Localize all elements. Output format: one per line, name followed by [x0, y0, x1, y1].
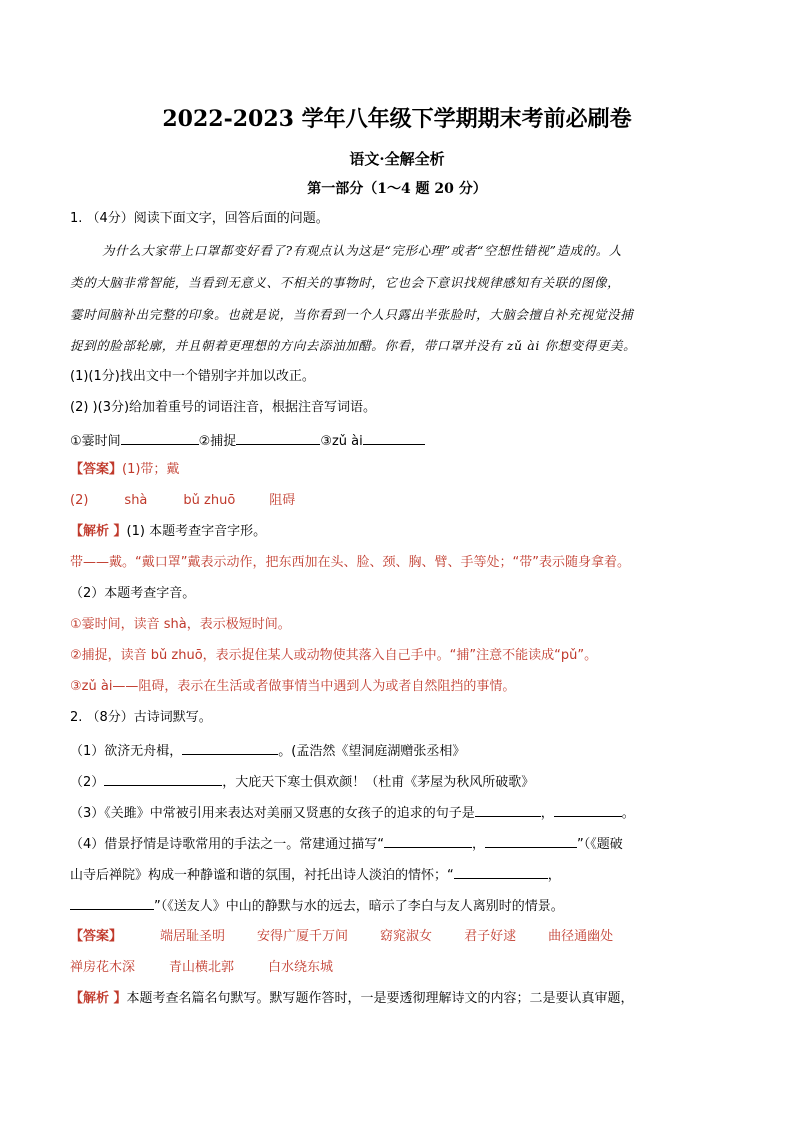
- q2-item4-line2: 山寺后禅院》构成一种静谧和谐的氛围，衬托出诗人淡泊的情怀；“ ，: [70, 864, 561, 885]
- q1-sub2: (2) )(3分)给加着重号的词语注音，根据注音写词语。: [70, 400, 377, 415]
- q1-sub1: (1)(1分)找出文中一个错别字并加以改正。: [70, 369, 315, 384]
- q1-passage-line-4: 捉到的脸部轮廓，并且朝着更理想的方向去添油加醋。你看，带口罩并没有 zǔ ài 你想变得更美。: [70, 338, 637, 353]
- blank2-line[interactable]: [236, 430, 320, 445]
- q2-item2: [70, 771, 534, 792]
- q2-answer-8: 白水绕东城: [268, 960, 334, 975]
- q2-answer-3: 窈窕淑女: [380, 929, 433, 944]
- blank1-line[interactable]: [121, 430, 199, 445]
- q1-answer2-c: 阻碍: [269, 493, 296, 508]
- q2-item4-blank2[interactable]: [485, 833, 577, 848]
- q2-item2-blank[interactable]: [104, 771, 222, 786]
- q1-analysis-row1: [70, 523, 266, 541]
- q2-item1-text-a: （1）欲济无舟楫，: [70, 744, 183, 759]
- q2-item1-text-b: 。(孟浩然《望洞庭湖赠张丞相》: [278, 744, 466, 759]
- q2-answer-row1: [70, 928, 613, 946]
- q2-item3-blank2[interactable]: [554, 802, 622, 817]
- q2-analysis-row: [70, 990, 634, 1008]
- blank3-label: ③zǔ ài: [320, 434, 363, 449]
- q2-item3-text-b: ，: [540, 806, 554, 821]
- q1-answer2-row: [70, 492, 295, 510]
- q2-answer-2: 安得广厦千万间: [257, 929, 349, 944]
- q1-passage-line-1: 为什么大家带上口罩都变好看了?有观点认为这是“完形心理”或者“空想性错视”造成的。人: [102, 243, 622, 258]
- q2-item3-text-a: （3）《关雎》中常被引用来表达对美丽又贤惠的女孩子的追求的句子是: [70, 806, 475, 821]
- section-heading: 第一部分（1～4 题 20 分）: [307, 181, 487, 197]
- q2-item1: [70, 740, 465, 761]
- q1-analysis1: (1) 本题考查字音字形。: [126, 524, 267, 539]
- page-subtitle: 语文·全解全析: [349, 150, 445, 168]
- q1-answer-row: [70, 461, 179, 479]
- q1-analysis-tag: 【解析 】: [70, 524, 127, 539]
- q2-item3-blank1[interactable]: [475, 802, 541, 817]
- q1-analysis2: 带——戴。“戴口罩”戴表示动作，把东西加在头、脸、颈、胸、臂、手等处；“带”表示随身拿着。: [70, 555, 630, 570]
- q2-item4-line1: [70, 833, 623, 854]
- q2-stem: 2. （8分）古诗词默写。: [70, 710, 212, 725]
- q1-analysis4: ①霎时间，读音 shà，表示极短时间。: [70, 617, 291, 632]
- q2-answer-tag: 【答案】: [70, 929, 123, 944]
- q1-answer2-a: shà: [124, 493, 148, 508]
- q2-answer-1: 端居耻圣明: [160, 929, 226, 944]
- q2-item1-blank[interactable]: [182, 740, 278, 755]
- q2-item4-text-e: ”（《送友人》中山的静默与水的远去，暗示了李白与友人离别时的情景。: [154, 899, 564, 914]
- q2-answer-4: 君子好逑: [464, 929, 517, 944]
- q2-item4-blank3[interactable]: [454, 864, 548, 879]
- q2-item4-text-b: ，: [472, 837, 486, 852]
- q2-item4-text-a: （4）借景抒情是诗歌常用的手法之一。常建通过描写“: [70, 837, 385, 852]
- blank2-label: ②捕捉: [198, 434, 237, 449]
- q1-answer-tag: 【答案】: [70, 462, 123, 477]
- q2-answer-7: 青山横北郭: [169, 960, 235, 975]
- q1-passage-line-2: 类的大脑非常智能，当看到无意义、不相关的事物时，它也会下意识找规律感知有关联的图像，: [70, 275, 621, 290]
- q1-answer2-num: (2): [70, 493, 89, 508]
- q2-item4-text-d: 山寺后禅院》构成一种静谧和谐的氛围，衬托出诗人淡泊的情怀；“: [70, 868, 454, 883]
- q2-item4-line3: [70, 895, 564, 916]
- q2-item3: [70, 802, 635, 823]
- q2-answer-5: 曲径通幽处: [548, 929, 614, 944]
- blank1-label: ①霎时间: [70, 434, 121, 449]
- q1-analysis6: ③zǔ ài——阻碍，表示在生活或者做事情当中遇到人为或者自然阻挡的事情。: [70, 679, 516, 694]
- q1-answer2-b: bǔ zhuō: [183, 493, 236, 508]
- q1-analysis5: ②捕捉，读音 bǔ zhuō，表示捉住某人或动物使其落入自己手中。“捕”注意不能读成“pǔ”。: [70, 648, 598, 663]
- q1-analysis3: （2）本题考查字音。: [70, 586, 196, 601]
- q1-blanks-row: [70, 430, 425, 451]
- q2-item4-blank4[interactable]: [70, 895, 154, 910]
- q1-passage-line-3: 霎时间脑补出完整的印象。也就是说，当你看到一个人只露出半张脸时，大脑会擅自补充视觉没捕: [70, 307, 634, 322]
- page-title: 2022-2023 学年八年级下学期期末考前必刷卷: [162, 106, 632, 132]
- q2-item4-blank1[interactable]: [384, 833, 472, 848]
- q2-item3-text-c: 。: [621, 806, 635, 821]
- q2-analysis1: 本题考查名篇名句默写。默写题作答时，一是要透彻理解诗文的内容；二是要认真审题，: [126, 991, 634, 1006]
- q2-item4-text-c: ”（《题破: [577, 837, 623, 852]
- q2-item2-text-a: （2）: [70, 775, 105, 790]
- q2-item2-text-b: ，大庇天下寒士俱欢颜！（杜甫《茅屋为秋风所破歌》: [222, 775, 535, 790]
- q2-answer-row2: [70, 959, 333, 977]
- blank3-line[interactable]: [363, 430, 425, 445]
- q1-answer1: (1)带；戴: [122, 462, 180, 477]
- q1-stem: 1. （4分）阅读下面文字，回答后面的问题。: [70, 211, 329, 226]
- q2-analysis-tag: 【解析 】: [70, 991, 127, 1006]
- q2-answer-6: 禅房花木深: [70, 960, 136, 975]
